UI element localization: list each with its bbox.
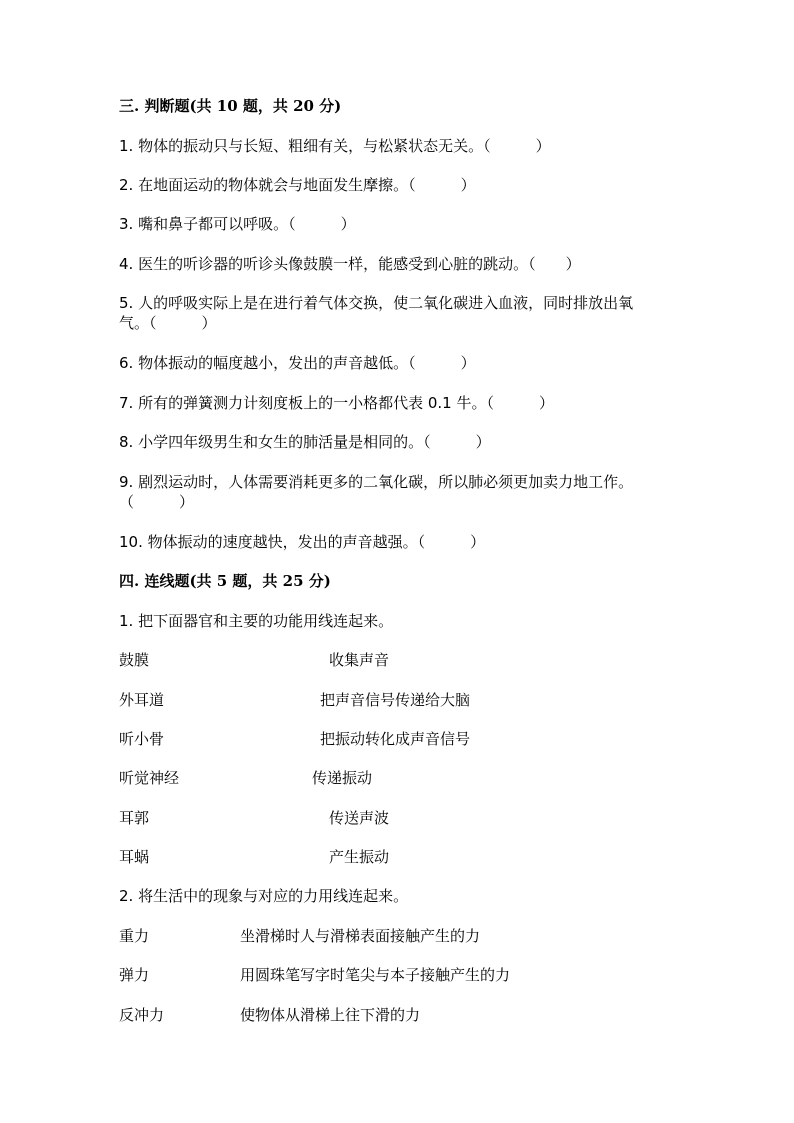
- matching-q1-right-3: 把振动转化成声音信号: [320, 730, 471, 748]
- matching-q2-right-2: 用圆珠笔写字时笔尖与本子接触产生的力: [240, 966, 511, 984]
- question-8: 8. 小学四年级男生和女生的肺活量是相同的。（ ）: [119, 433, 491, 451]
- matching-q2-prompt: 2. 将生活中的现象与对应的力用线连起来。: [119, 887, 409, 905]
- matching-q1-left-4: 听觉神经: [119, 769, 180, 787]
- matching-q1-left-1: 鼓膜: [119, 651, 150, 669]
- section-3-title: 三. 判断题(共 10 题，共 20 分): [119, 97, 342, 115]
- question-1: 1. 物体的振动只与长短、粗细有关，与松紧状态无关。（ ）: [119, 137, 551, 155]
- matching-q2-right-1: 坐滑梯时人与滑梯表面接触产生的力: [240, 927, 481, 945]
- question-5-line-1: 5. 人的呼吸实际上是在进行着气体交换，使二氧化碳进入血液，同时排放出氧: [119, 294, 634, 312]
- matching-q1-right-1: 收集声音: [329, 651, 390, 669]
- matching-q1-left-3: 听小骨: [119, 730, 165, 748]
- question-10: 10. 物体振动的速度越快，发出的声音越强。（ ）: [119, 533, 486, 551]
- question-9-line-1: 9. 剧烈运动时，人体需要消耗更多的二氧化碳，所以肺必须更加卖力地工作。: [119, 473, 634, 491]
- matching-q1-right-6: 产生振动: [329, 848, 390, 866]
- question-3: 3. 嘴和鼻子都可以呼吸。（ ）: [119, 215, 356, 233]
- matching-q1-prompt: 1. 把下面器官和主要的功能用线连起来。: [119, 612, 394, 630]
- section-4-title: 四. 连线题(共 5 题，共 25 分): [119, 572, 331, 590]
- matching-q2-left-1: 重力: [119, 927, 150, 945]
- matching-q1-right-4: 传递振动: [312, 769, 373, 787]
- matching-q1-left-6: 耳蜗: [119, 848, 150, 866]
- matching-q1-left-5: 耳郭: [119, 809, 150, 827]
- matching-q1-right-2: 把声音信号传递给大脑: [320, 691, 471, 709]
- question-6: 6. 物体振动的幅度越小，发出的声音越低。（ ）: [119, 354, 476, 372]
- matching-q2-left-3: 反冲力: [119, 1006, 165, 1024]
- question-4: 4. 医生的听诊器的听诊头像鼓膜一样，能感受到心脏的跳动。（ ）: [119, 255, 581, 273]
- matching-q1-left-2: 外耳道: [119, 691, 165, 709]
- question-7: 7. 所有的弹簧测力计刻度板上的一小格都代表 0.1 牛。（ ）: [119, 394, 554, 412]
- question-2: 2. 在地面运动的物体就会与地面发生摩擦。（ ）: [119, 176, 476, 194]
- matching-q2-left-2: 弹力: [119, 966, 150, 984]
- question-5-line-2: 气。（ ）: [119, 314, 217, 332]
- matching-q2-right-3: 使物体从滑梯上往下滑的力: [240, 1006, 421, 1024]
- matching-q1-right-5: 传送声波: [329, 809, 390, 827]
- question-9-line-2: （ ）: [119, 493, 195, 511]
